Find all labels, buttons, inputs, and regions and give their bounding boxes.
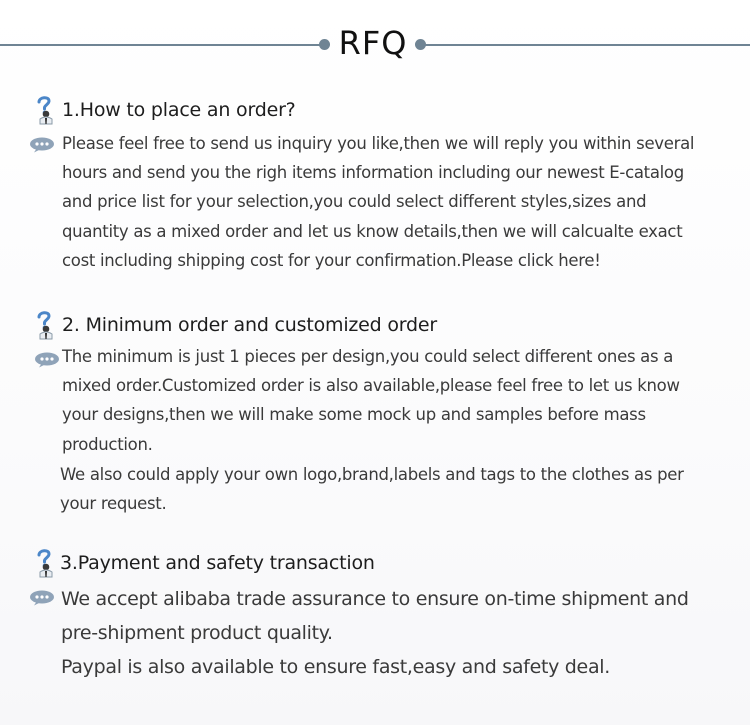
section-paragraph: The minimum is just 1 pieces per design,you could select different ones as a mixed order.Customized order is also available,please feel free to let us know your designs,then we will make some mock up and samples before mass production. [62, 347, 680, 454]
section-paragraph: Please feel free to send us inquiry you like,then we will reply you within several hours and send you the righ items information including our newest E-catalog and price list for your selection,you could select different styles,sizes and quantity as a mixed order and let us know details,then we will calcualte exact cost including shipping cost for your confirmation.Please click here! [62, 134, 695, 270]
section-paragraph: We also could apply your own logo,brand,labels and tags to the clothes as per your request. [60, 465, 684, 514]
speech-bubble-icon [34, 352, 60, 368]
section-paragraph: We accept alibaba trade assurance to ensure on-time shipment and pre-shipment product quality. [61, 588, 689, 644]
section-heading: 1.How to place an order? [62, 99, 296, 121]
speech-bubble-icon [29, 137, 55, 153]
header-right-rule [424, 44, 750, 46]
header-left-rule [0, 44, 322, 46]
speech-bubble-icon [29, 590, 55, 606]
section-heading: 2. Minimum order and customized order [62, 314, 438, 336]
section-paragraph: Paypal is also available to ensure fast,easy and safety deal. [61, 656, 611, 678]
header [0, 18, 750, 74]
section-heading: 3.Payment and safety transaction [60, 552, 375, 574]
question-person-icon [33, 310, 57, 340]
question-person-icon [33, 95, 57, 125]
header-left-dot [319, 39, 330, 50]
question-person-icon [33, 548, 57, 578]
page-title: RFQ [338, 24, 408, 62]
